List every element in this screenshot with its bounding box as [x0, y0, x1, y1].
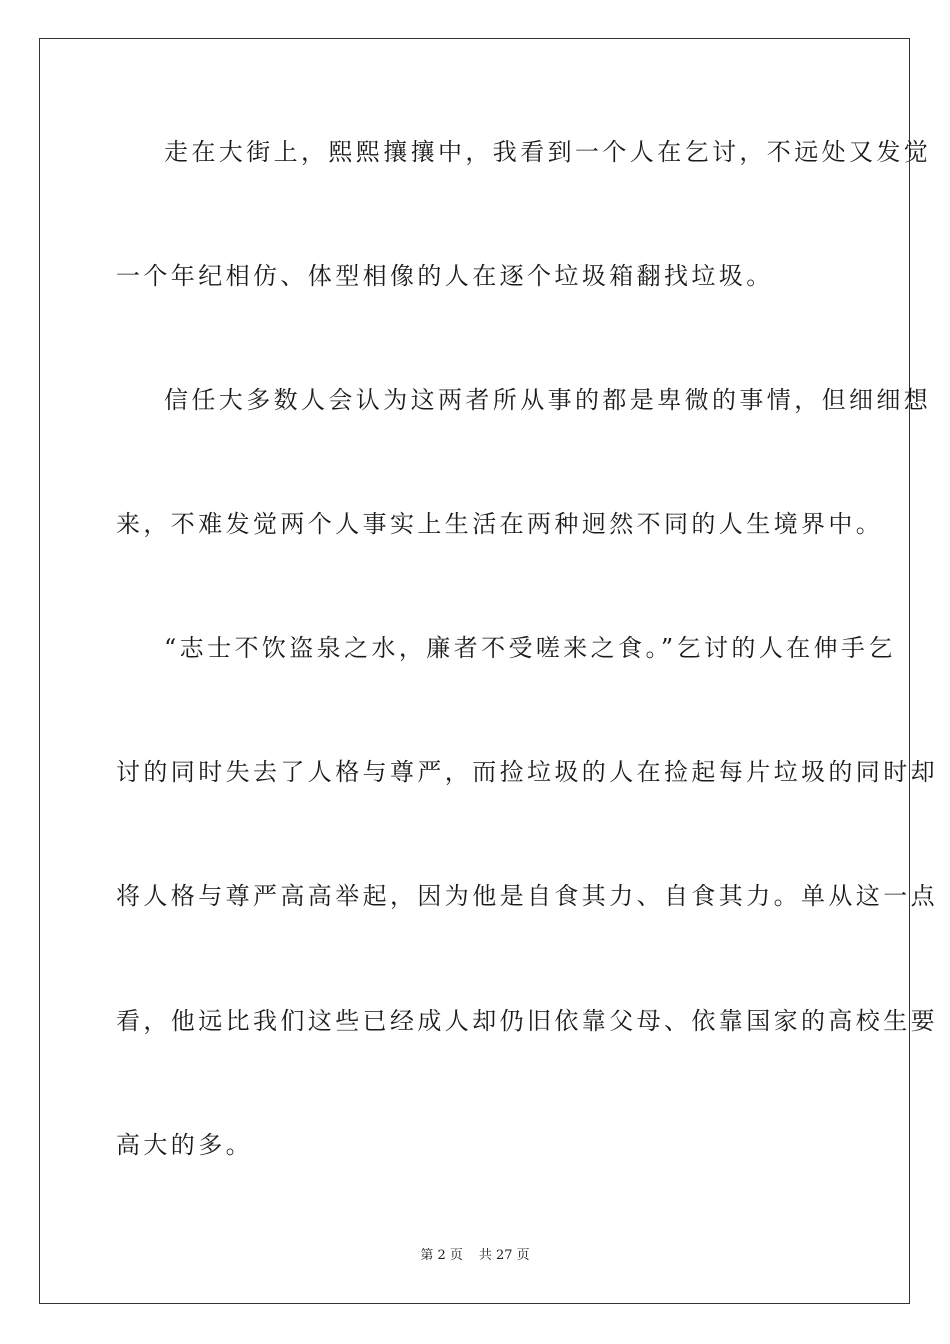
page-footer [0, 1247, 950, 1265]
paragraph-2-line-1: 信任大多数人会认为这两者所从事的都是卑微的事情，但细细想 [164, 386, 932, 414]
page-border [39, 38, 938, 1304]
paragraph-3-line-3: 将人格与尊严高高举起，因为他是自食其力、自食其力。单从这一点 [116, 882, 938, 910]
paragraph-3-line-4: 看，他远比我们这些已经成人却仍旧依靠父母、依靠国家的高校生要 [116, 1007, 938, 1035]
paragraph-3-line-5: 高大的多。 [116, 1131, 253, 1159]
paragraph-3-line-2: 讨的同时失去了人格与尊严，而捡垃圾的人在捡起每片垃圾的同时却 [116, 758, 938, 786]
paragraph-2-line-2: 来，不难发觉两个人事实上生活在两种迥然不同的人生境界中。 [116, 510, 884, 538]
paragraph-1-line-1: 走在大街上，熙熙攘攘中，我看到一个人在乞讨，不远处又发觉 [164, 138, 932, 166]
page-total: 共 27 页 [478, 1248, 530, 1263]
paragraph-3-line-1: “志士不饮盗泉之水，廉者不受嗟来之食。”乞讨的人在伸手乞 [164, 634, 896, 662]
paragraph-1-line-2: 一个年纪相仿、体型相像的人在逐个垃圾箱翻找垃圾。 [116, 262, 774, 290]
page-number: 第 2 页 [420, 1248, 463, 1263]
